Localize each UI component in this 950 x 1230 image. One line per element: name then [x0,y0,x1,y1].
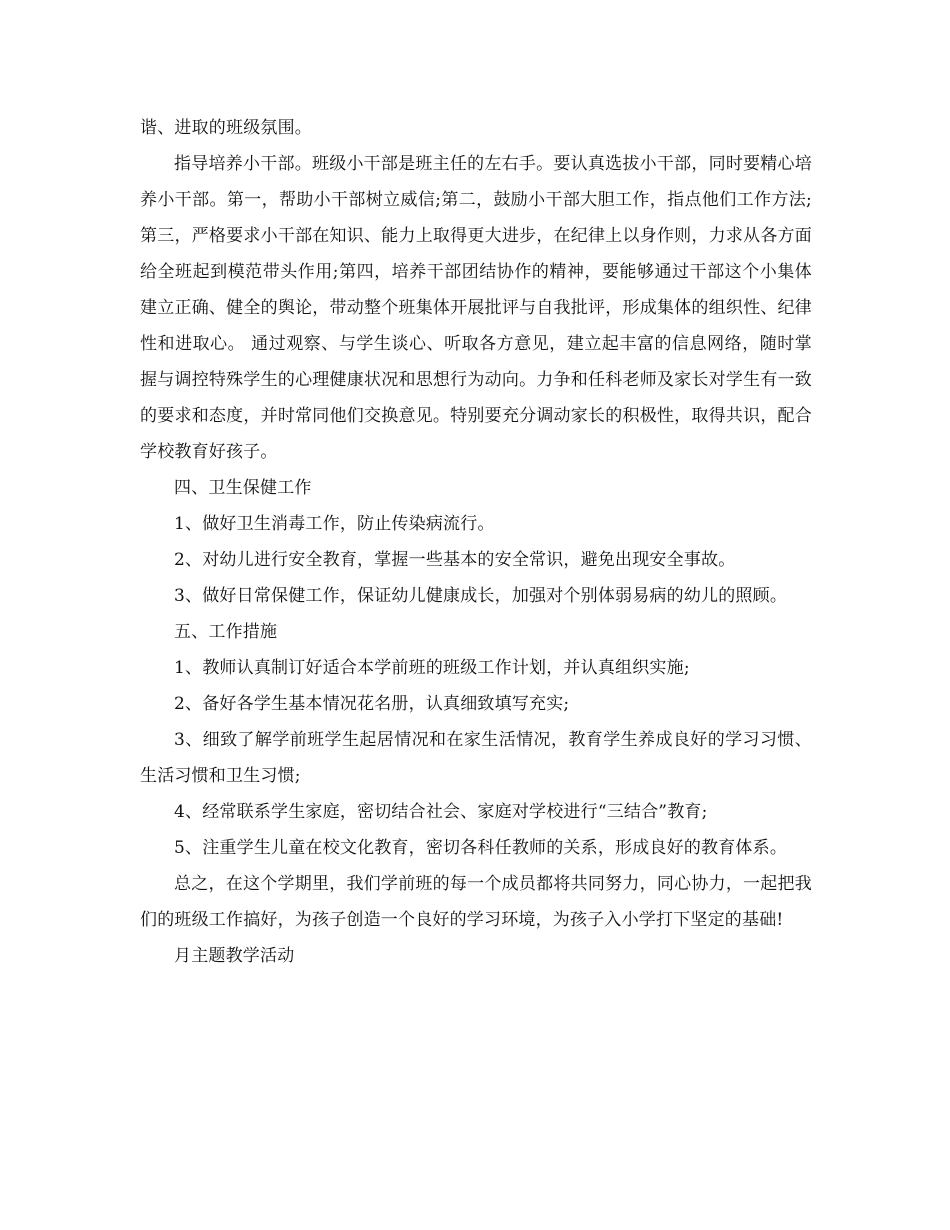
list-item-measures-2: 2、备好各学生基本情况花名册，认真细致填写充实; [174,694,570,714]
list-item-health-3: 3、做好日常保健工作，保证幼儿健康成长，加强对个别体弱易病的幼儿的照顾。 [174,586,788,606]
document-body [140,110,812,974]
list-item-measures-3: 3、细致了解学前班学生起居情况和在家生活情况，教育学生养成良好的学习习惯、生活习惯和卫生习惯; [140,730,812,786]
list-item-health-1: 1、做好卫生消毒工作，防止传染病流行。 [174,514,495,534]
section-heading-health: 四、卫生保健工作 [174,478,312,498]
section-heading-monthly-theme: 月主题教学活动 [174,946,295,966]
list-item-measures-4: 4、经常联系学生家庭，密切结合社会、家庭对学校进行“三结合”教育; [174,802,708,822]
paragraph-conclusion: 总之，在这个学期里，我们学前班的每一个成员都将共同努力，同心协力，一起把我们的班级工作搞好，为孩子创造一个良好的学习环境，为孩子入小学打下坚定的基础! [140,874,812,930]
list-item-measures-1: 1、教师认真制订好适合本学前班的班级工作计划，并认真组织实施; [174,658,690,678]
list-item-health-2: 2、对幼儿进行安全教育，掌握一些基本的安全常识，避免出现安全事故。 [174,550,736,570]
paragraph-cadre-training: 指导培养小干部。班级小干部是班主任的左右手。要认真选拔小干部，同时要精心培养小干部。第一，帮助小干部树立威信;第二，鼓励小干部大胆工作，指点他们工作方法;第三，严格要求小干部在知识、能力上取得更大进步，在纪律上以身作则，力求从各方面给全班起到模范带头作用;第四，培养干部团结协作的精神，要能够通过干部这个小集体建立正确、健全的舆论，带动整个班集体开展批评与自我批评，形成集体的组织性、纪律性和进取心。 通过观察、与学生谈心、听取各方意见，建立起丰富的信息网络，随时掌握与调控特殊学生的心理健康状况和思想行为动向。力争和任科老师及家长对学生有一致的要求和态度，并时常同他们交换意见。特别要充分调动家长的积极性，取得共识，配合学校教育好孩子。 [140,154,812,462]
section-heading-measures: 五、工作措施 [174,622,278,642]
paragraph-continuation: 谐、进取的班级氛围。 [140,118,312,138]
list-item-measures-5: 5、注重学生儿童在校文化教育，密切各科任教师的关系，形成良好的教育体系。 [174,838,788,858]
